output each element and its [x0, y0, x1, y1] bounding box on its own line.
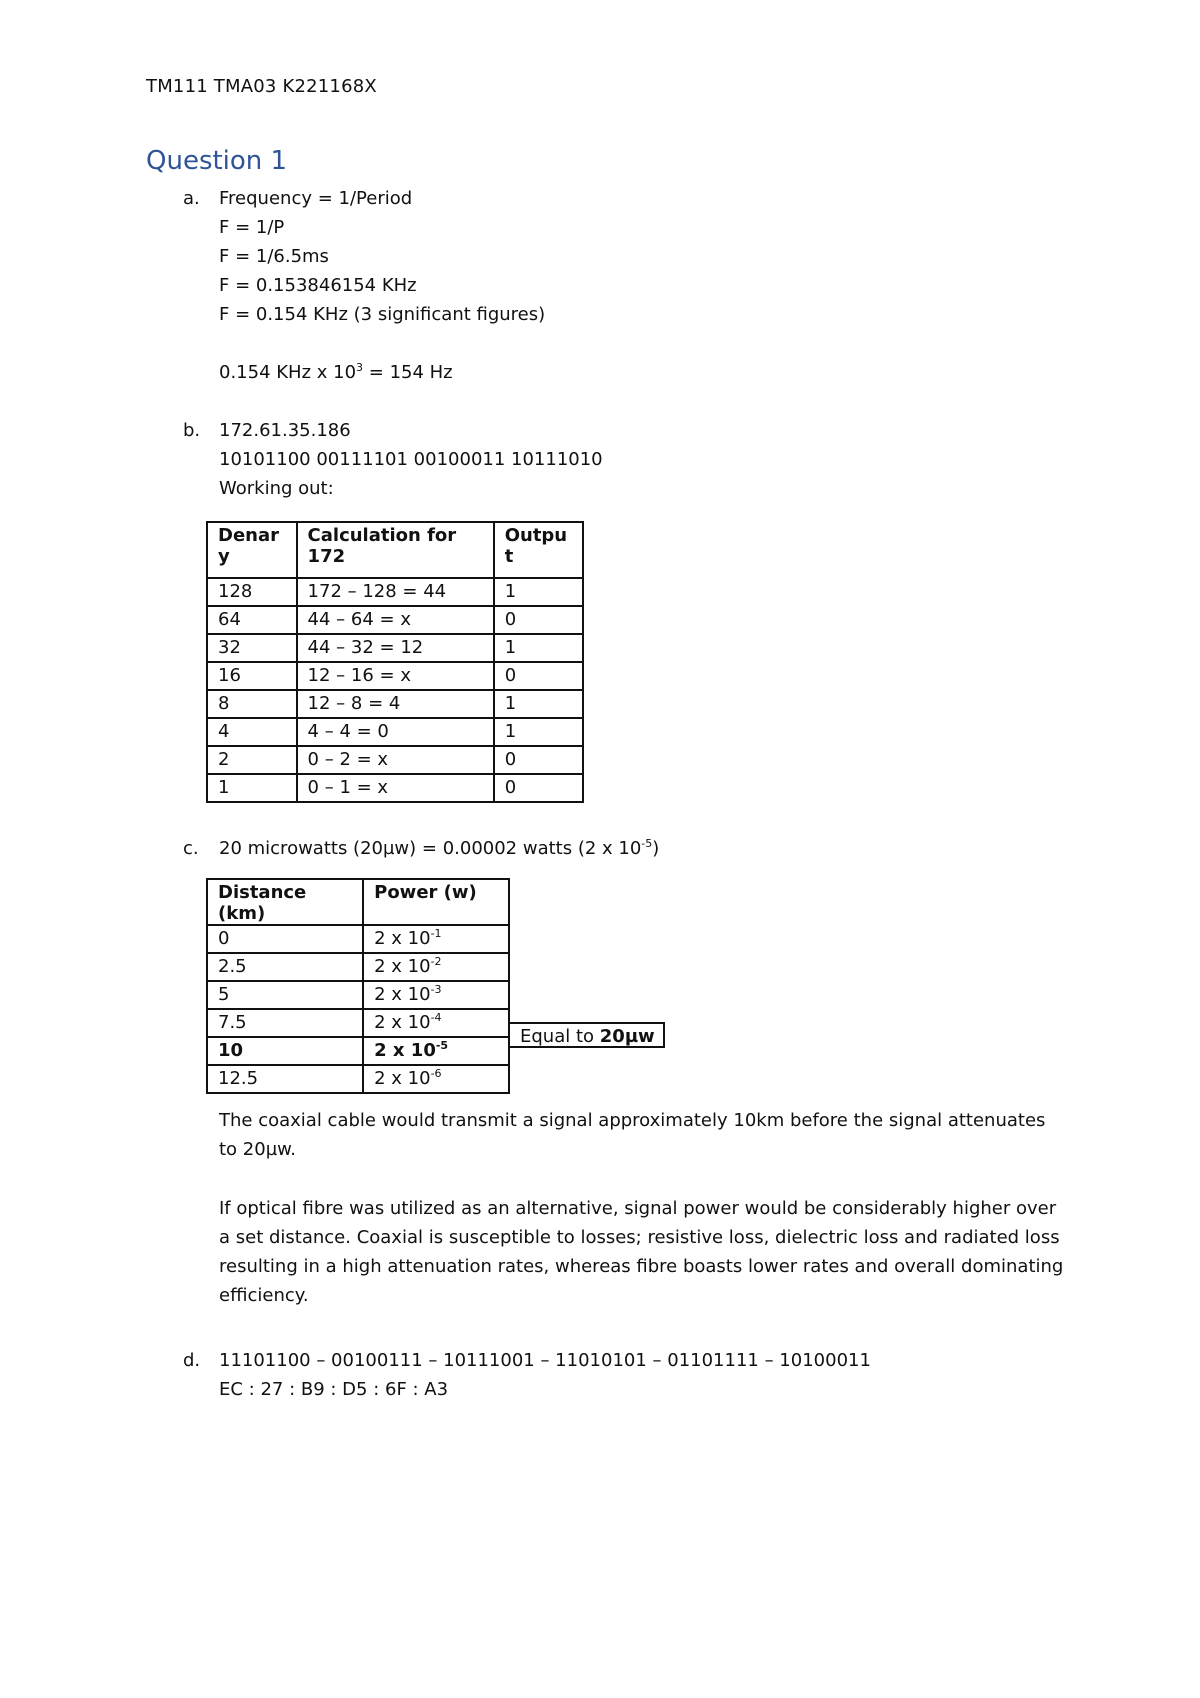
table-cell: 0 [494, 606, 583, 634]
table-row [207, 1065, 509, 1093]
table-cell: 4 [207, 718, 297, 746]
table-cell: 0 – 2 = x [297, 746, 494, 774]
table-cell: 4 – 4 = 0 [297, 718, 494, 746]
part-a-line-3: F = 1/6.5ms [219, 246, 329, 267]
table-cell: 12.5 [207, 1065, 363, 1093]
table-row [207, 662, 583, 690]
equal-note: Equal to 20µw [508, 1022, 665, 1048]
table-cell: 16 [207, 662, 297, 690]
part-a-line-5: F = 0.154 KHz (3 significant figures) [219, 304, 546, 325]
part-a-marker: a. [183, 188, 200, 209]
part-c-intro: 20 microwatts (20µw) = 0.00002 watts (2 x $10^{-5}$) [219, 837, 660, 859]
table-row [207, 774, 583, 802]
table-cell: 12 – 8 = 4 [297, 690, 494, 718]
table-row [207, 953, 509, 981]
part-b-working: Working out: [219, 478, 334, 499]
table-row [207, 718, 583, 746]
table-row [207, 634, 583, 662]
table-cell: 2.5 [207, 953, 363, 981]
part-d-hex: EC : 27 : B9 : D5 : 6F : A3 [219, 1379, 449, 1400]
part-a-line-2: F = 1/P [219, 217, 285, 238]
table-cell: 2 x $10^{-5}$ [363, 1037, 509, 1065]
table-cell: 1 [494, 718, 583, 746]
table-cell: 172 – 128 = 44 [297, 578, 494, 606]
header-cell: Calculation for 172 [297, 522, 494, 578]
part-a-line-1: Frequency = 1/Period [219, 188, 413, 209]
table-cell: 12 – 16 = x [297, 662, 494, 690]
table-cell: 2 x $10^{-6}$ [363, 1065, 509, 1093]
part-c-paragraph-1: The coaxial cable would transmit a signal approximately 10km before the signal attenuates to 20µw. [219, 1110, 1046, 1160]
denary-table-header [207, 522, 583, 578]
header-cell: Distance (km) [207, 879, 363, 925]
part-b-binary: 10101100 00111101 00100011 10111010 [219, 449, 603, 470]
header-cell: Denar y [207, 522, 297, 578]
table-cell: 0 – 1 = x [297, 774, 494, 802]
table-cell: 0 [494, 774, 583, 802]
table-cell: 5 [207, 981, 363, 1009]
table-cell: 128 [207, 578, 297, 606]
table-cell: 1 [207, 774, 297, 802]
table-row [207, 690, 583, 718]
part-c-marker: c. [183, 838, 199, 859]
table-row [207, 606, 583, 634]
table-cell: 8 [207, 690, 297, 718]
table-row [207, 746, 583, 774]
table-cell: 2 x $10^{-4}$ [363, 1009, 509, 1037]
table-cell: 44 – 64 = x [297, 606, 494, 634]
part-a-conversion: 0.154 KHz x $10^3 = 154$ Hz [219, 361, 453, 383]
table-cell: 2 [207, 746, 297, 774]
part-b-marker: b. [183, 420, 201, 441]
table-cell: 0 [494, 662, 583, 690]
table-cell: 10 [207, 1037, 363, 1065]
table-cell: 0 [494, 746, 583, 774]
document-header: TM111 TMA03 K221168X [146, 76, 377, 97]
power-table [206, 878, 510, 1094]
part-b-ip: 172.61.35.186 [219, 420, 351, 441]
header-cell: Outpu t [494, 522, 583, 578]
table-cell: 2 x $10^{-1}$ [363, 925, 509, 953]
denary-table [206, 521, 584, 803]
table-cell: 7.5 [207, 1009, 363, 1037]
part-c-paragraph-2: If optical fibre was utilized as an alternative, signal power would be considerably higher over a set distance. Coaxial is susceptible to losses; resistive loss, dielectric loss and radiated loss resulting in a high attenuation rates, whereas fibre boasts lower rates and overall dominating efficiency. [219, 1198, 1064, 1306]
table-row [207, 578, 583, 606]
part-a-line-4: F = 0.153846154 KHz [219, 275, 417, 296]
part-d-binary: 11101100 – 00100111 – 10111001 – 11010101 – 01101111 – 10100011 [219, 1350, 871, 1371]
header-cell: Power (w) [363, 879, 509, 925]
table-cell: 32 [207, 634, 297, 662]
table-cell: 1 [494, 578, 583, 606]
table-cell: 1 [494, 634, 583, 662]
table-row [207, 981, 509, 1009]
table-cell: 44 – 32 = 12 [297, 634, 494, 662]
power-table-header [207, 879, 509, 925]
table-row [207, 1009, 509, 1037]
table-cell: 64 [207, 606, 297, 634]
table-cell: 2 x $10^{-2}$ [363, 953, 509, 981]
part-d-marker: d. [183, 1350, 201, 1371]
table-cell: 0 [207, 925, 363, 953]
table-row [207, 925, 509, 953]
question-title: Question 1 [146, 146, 288, 176]
table-cell: 1 [494, 690, 583, 718]
table-cell: 2 x $10^{-3}$ [363, 981, 509, 1009]
table-row-highlight [207, 1037, 509, 1065]
